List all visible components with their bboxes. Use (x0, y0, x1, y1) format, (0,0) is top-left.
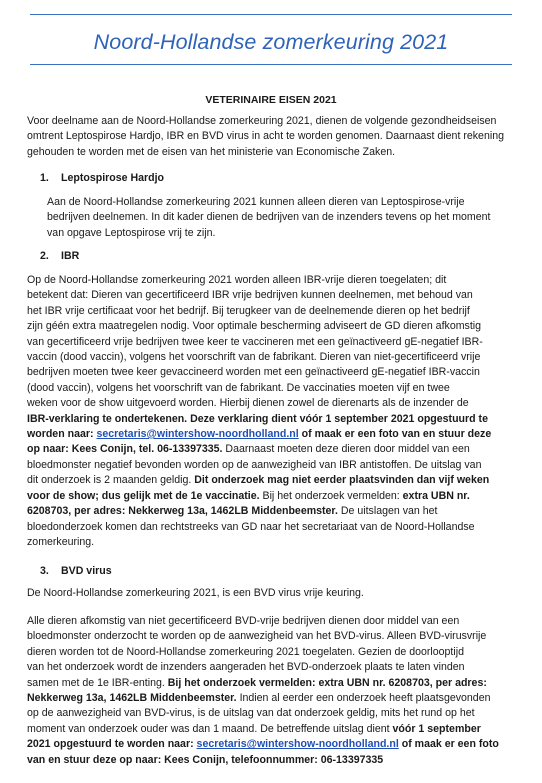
body-text: extra UBN nr. (402, 489, 470, 502)
body-text: samen met de 1e IBR-enting. (27, 676, 168, 689)
body-text: Daarnaast moeten deze dieren door middel van een (222, 443, 470, 456)
body-line: Op de Noord-Hollandse zomerkeuring 2021 worden alleen IBR-vrije dieren toegelaten; dit (27, 274, 447, 286)
email-link[interactable]: secretaris@wintershow-noordholland.nl (96, 428, 299, 441)
body-text: 2021 opgestuurd te worden naar: (27, 738, 197, 751)
body-line: zomerkeuring. (27, 535, 95, 548)
intro-paragraph (27, 114, 519, 160)
header-rule-top (30, 14, 512, 15)
body-line: Aan de Noord-Hollandse zomerkeuring 2021 kunnen alleen dieren van Leptospirose-vrije (47, 196, 465, 208)
body-text: vóór 1 september (392, 722, 481, 735)
body-line: bloedonderzoek komen dan rechtstreeks van GD naar het secretariaat van de Noord-Hollandse (27, 520, 475, 533)
body-line: bedrijven deelnemen. In dit kader dienen de bedrijven van de inzenders tevens op het moment (47, 211, 491, 224)
body-text: Bij het onderzoek vermelden: (259, 489, 403, 502)
body-line: op de aanwezigheid van BVD-virus, is de uitslag van dat onderzoek geldig, mits het rund op het (27, 707, 475, 720)
body-line: Alle dieren afkomstig van niet gecertificeerd BVD-vrije bedrijven dienen door middel van een (27, 615, 460, 627)
body-line: bedrijven moeten twee keer gevaccineerd worden met een geïnactiveerd gE-negatief IBR-vaccin (27, 366, 480, 379)
body-line: vaccin (dood vaccin), volgens het voorschrift van de fabrikant. Dieren van niet-gecertificeerd vrije (27, 351, 481, 364)
email-link[interactable]: secretaris@wintershow-noordholland.nl (196, 738, 399, 751)
body-text: op naar: Kees Conijn, tel. 06-13397335. (27, 443, 223, 456)
section-body-ibr (27, 273, 519, 550)
intro-line: omtrent Leptospirose Hardjo, IBR en BVD virus in acht te worden genomen. Daarnaast dient rekening (27, 130, 504, 143)
body-line: zijn géén extra maatregelen nodig. Voor optimale bescherming adviseert de GD dieren afkomstig (27, 320, 482, 333)
section-lead-bvd (27, 586, 519, 601)
body-line: van gecertificeerd vrije bedrijven twee keer te vaccineren met een geïnactiveerd gE-negatief IBR- (27, 335, 483, 348)
intro-line: gehouden te worden met de eisen van het ministerie van Economische Zaken. (27, 145, 396, 158)
body-line: weken voor de show uitgevoerd worden. Hierbij dienen zowel de dierenarts als de inzender de (27, 397, 469, 410)
document-subtitle: VETERINAIRE EISEN 2021 (205, 94, 337, 106)
body-line: het IBR vrije certificaat voor het bedrijf. Bij terugkeer van de deelnemende dieren op het bedrijf (27, 304, 470, 317)
body-text: dit onderzoek is 2 maanden geldig. (27, 474, 195, 487)
body-text: of maak er een foto van en stuur deze (298, 428, 492, 441)
body-line: van opgave Leptospirose vrij te zijn. (47, 226, 216, 239)
header-rule-bottom (30, 64, 512, 65)
body-text: Dit onderzoek mag niet eerder plaatsvinden dan vijf weken (194, 474, 490, 487)
body-text: Nekkerweg 13a, 1462LB Middenbeemster. (27, 692, 237, 705)
section-number: 1. (40, 172, 49, 184)
body-line: bloedmonster negatief bevonden worden op de aanwezigheid van IBR antistoffen. De uitslag van (27, 458, 482, 471)
section-title: BVD virus (61, 565, 112, 577)
page-title: Noord-Hollandse zomerkeuring 2021 (93, 30, 449, 54)
body-text: De uitslagen van het (337, 505, 438, 518)
body-line: De Noord-Hollandse zomerkeuring 2021, is een BVD virus vrije keuring. (27, 587, 364, 599)
section-body-bvd (27, 614, 519, 768)
body-text: Indien al eerder een onderzoek heeft plaatsgevonden (236, 692, 491, 705)
body-text: worden naar: (27, 428, 97, 441)
section-heading-bvd (40, 565, 112, 577)
body-text: of maak er een foto (398, 738, 499, 751)
section-number: 2. (40, 250, 49, 262)
body-line: van het onderzoek wordt de inzenders aangeraden het BVD-onderzoek plaats te laten vinden (27, 661, 465, 674)
section-heading-leptospirose (40, 172, 164, 184)
section-title: Leptospirose Hardjo (61, 172, 165, 184)
body-line: (dood vaccin), volgens het voorschrift van de fabrikant. De vaccinaties moeten vijf en twee (27, 381, 450, 394)
section-heading-ibr (40, 250, 79, 262)
body-line: bloedmonster onderzocht te worden op de aanwezigheid van het BVD-virus. Alleen BVD-virusvrije (27, 630, 487, 643)
body-text: moment van onderzoek ouder was dan 1 maand. De betreffende uitslag dient (27, 722, 393, 735)
section-body-leptospirose (47, 195, 519, 241)
body-text: Bij het onderzoek vermelden: extra UBN nr. 6208703, per adres: (167, 676, 487, 689)
body-line: van en stuur deze op naar: Kees Conijn, telefoonnummer: 06-13397335 (27, 753, 384, 766)
body-line: IBR-verklaring te ondertekenen. Deze verklaring dient vóór 1 september 2021 opgestuurd te (27, 412, 488, 425)
intro-line: Voor deelname aan de Noord-Hollandse zomerkeuring 2021, dienen de volgende gezondheidseisen (27, 115, 497, 127)
section-number: 3. (40, 565, 49, 577)
body-line: betekent dat: Dieren van gecertificeerd IBR vrije bedrijven kunnen deelnemen, met behoud van (27, 289, 473, 302)
body-line: dieren worden tot de Noord-Hollandse zomerkeuring 2021 toegelaten. Gezien de doorlooptijd (27, 645, 464, 658)
body-text: voor de show; dus gelijk met de 1e vaccinatie. (27, 489, 260, 502)
section-title: IBR (61, 250, 80, 262)
body-text: 6208703, per adres: Nekkerweg 13a, 1462LB Middenbeemster. (27, 505, 338, 518)
